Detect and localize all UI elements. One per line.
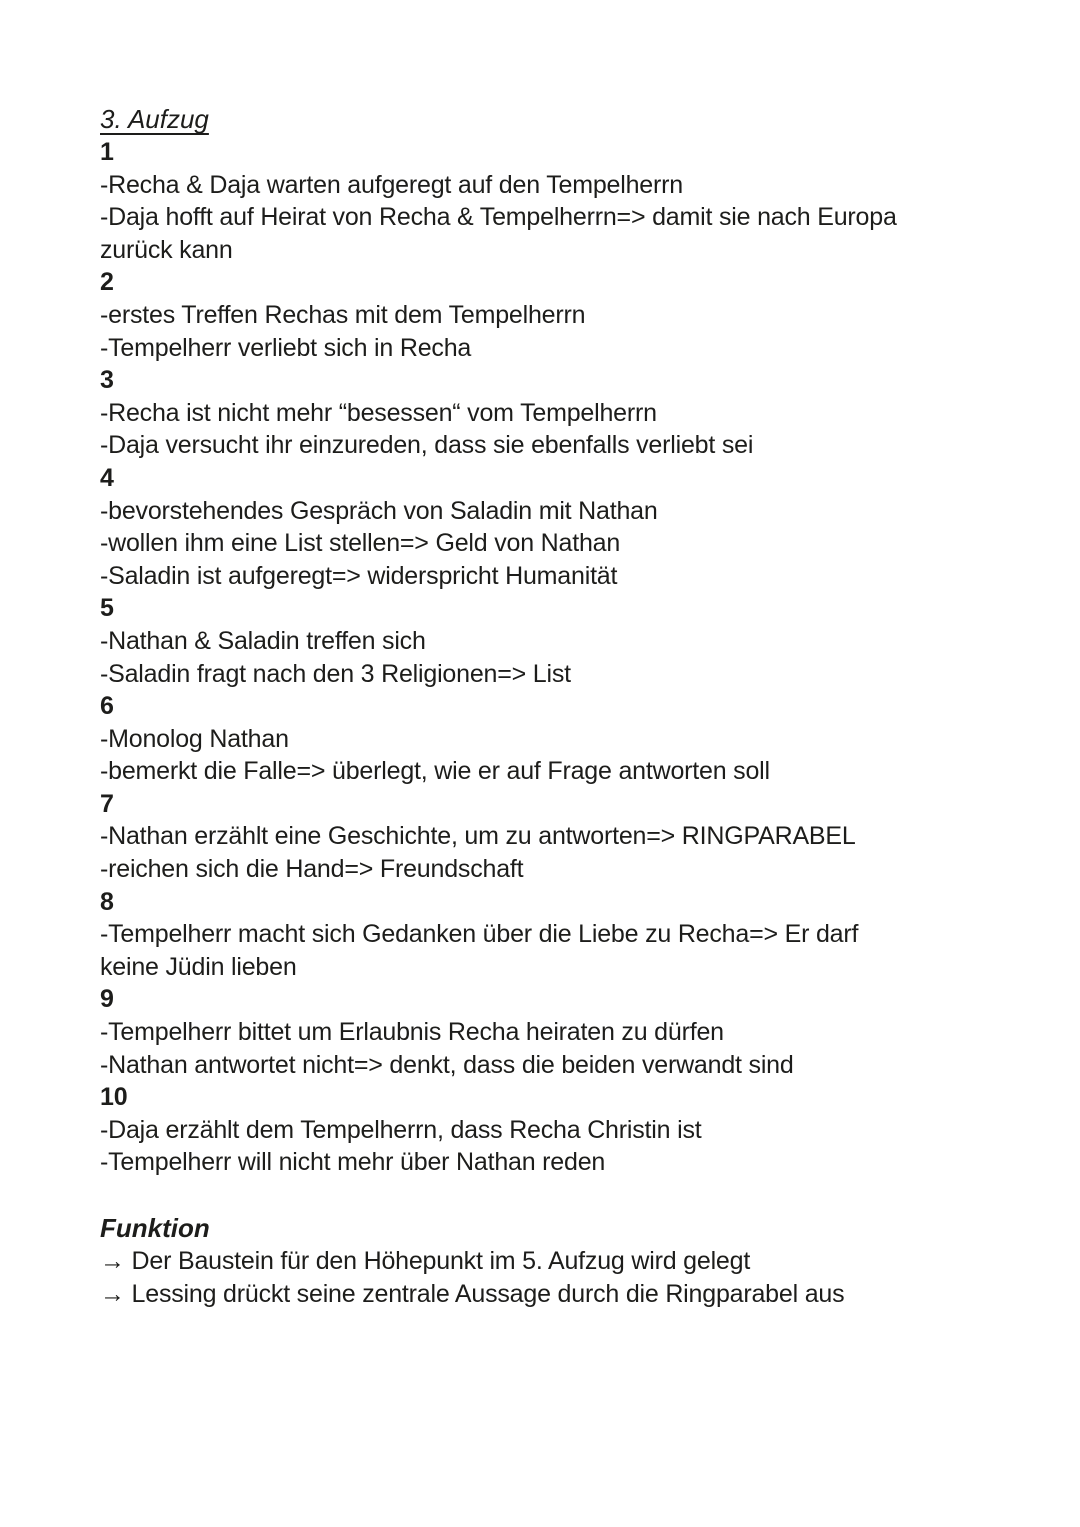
funktion-heading: Funktion — [100, 1213, 210, 1243]
note-line: -Tempelherr will nicht mehr über Nathan reden — [100, 1148, 606, 1177]
note-line: -Nathan & Saladin treffen sich — [100, 626, 426, 655]
funktion-point: → Der Baustein für den Höhepunkt im 5. Aufzug wird gelegt — [100, 1247, 751, 1275]
scene-section — [100, 690, 1062, 788]
scene-number: 8 — [100, 887, 114, 916]
scene-lines — [100, 820, 1062, 885]
note-line: -Tempelherr bittet um Erlaubnis Recha heiraten zu dürfen — [100, 1018, 724, 1047]
scene-section — [100, 788, 1062, 886]
note-line: -Monolog Nathan — [100, 724, 289, 753]
scene-lines — [100, 1114, 1062, 1179]
scene-number: 7 — [100, 789, 114, 818]
note-line: -Daja versucht ihr einzureden, dass sie ebenfalls verliebt sei — [100, 431, 754, 460]
scene-section — [100, 886, 1062, 984]
scene-number: 10 — [100, 1083, 128, 1112]
note-line: -Daja erzählt dem Tempelherrn, dass Recha Christin ist — [100, 1115, 702, 1144]
note-line: -Saladin ist aufgeregt=> widerspricht Humanität — [100, 561, 618, 590]
note-line: -reichen sich die Hand=> Freundschaft — [100, 855, 524, 884]
scene-lines — [100, 495, 1062, 593]
funktion-section — [100, 1212, 1062, 1310]
scene-number: 5 — [100, 594, 114, 623]
note-line: zurück kann — [100, 235, 233, 264]
scene-number: 6 — [100, 692, 114, 721]
scene-number: 2 — [100, 268, 114, 297]
note-line: -Tempelherr verliebt sich in Recha — [100, 333, 472, 362]
note-line: -Daja hofft auf Heirat von Recha & Tempelherrn=> damit sie nach Europa — [100, 203, 897, 232]
scene-section — [100, 266, 1062, 364]
scene-section — [100, 983, 1062, 1081]
note-line: -bemerkt die Falle=> überlegt, wie er auf Frage antworten soll — [100, 757, 770, 786]
scene-lines — [100, 169, 1062, 267]
note-line: -bevorstehendes Gespräch von Saladin mit Nathan — [100, 496, 658, 525]
note-line: -erstes Treffen Rechas mit dem Tempelherrn — [100, 300, 586, 329]
note-line: -Saladin fragt nach den 3 Religionen=> List — [100, 659, 571, 688]
note-line: -Recha ist nicht mehr “besessen“ vom Tempelherrn — [100, 398, 657, 427]
note-line: -Nathan erzählt eine Geschichte, um zu antworten=> RINGPARABEL — [100, 822, 856, 851]
scene-list — [100, 136, 1062, 1179]
aufzug-heading — [100, 103, 1062, 136]
scene-number: 4 — [100, 463, 114, 492]
aufzug-heading-text: 3. Aufzug — [100, 104, 209, 134]
scene-section — [100, 1081, 1062, 1179]
scene-lines — [100, 625, 1062, 690]
scene-number: 9 — [100, 985, 114, 1014]
note-line: -wollen ihm eine List stellen=> Geld von Nathan — [100, 529, 621, 558]
scene-lines — [100, 299, 1062, 364]
note-line: keine Jüdin lieben — [100, 952, 297, 981]
funktion-point: → Lessing drückt seine zentrale Aussage durch die Ringparabel aus — [100, 1279, 845, 1308]
scene-section — [100, 592, 1062, 690]
scene-lines — [100, 723, 1062, 788]
scene-number: 1 — [100, 138, 114, 166]
scene-lines — [100, 397, 1062, 462]
scene-lines — [100, 1016, 1062, 1081]
scene-section — [100, 136, 1062, 266]
scene-section — [100, 364, 1062, 462]
scene-lines — [100, 918, 1062, 983]
note-line: -Tempelherr macht sich Gedanken über die Liebe zu Recha=> Er darf — [100, 920, 859, 949]
note-line: -Recha & Daja warten aufgeregt auf den Tempelherrn — [100, 170, 683, 199]
note-line: -Nathan antwortet nicht=> denkt, dass die beiden verwandt sind — [100, 1050, 794, 1079]
scene-section — [100, 462, 1062, 592]
scene-number: 3 — [100, 366, 114, 395]
